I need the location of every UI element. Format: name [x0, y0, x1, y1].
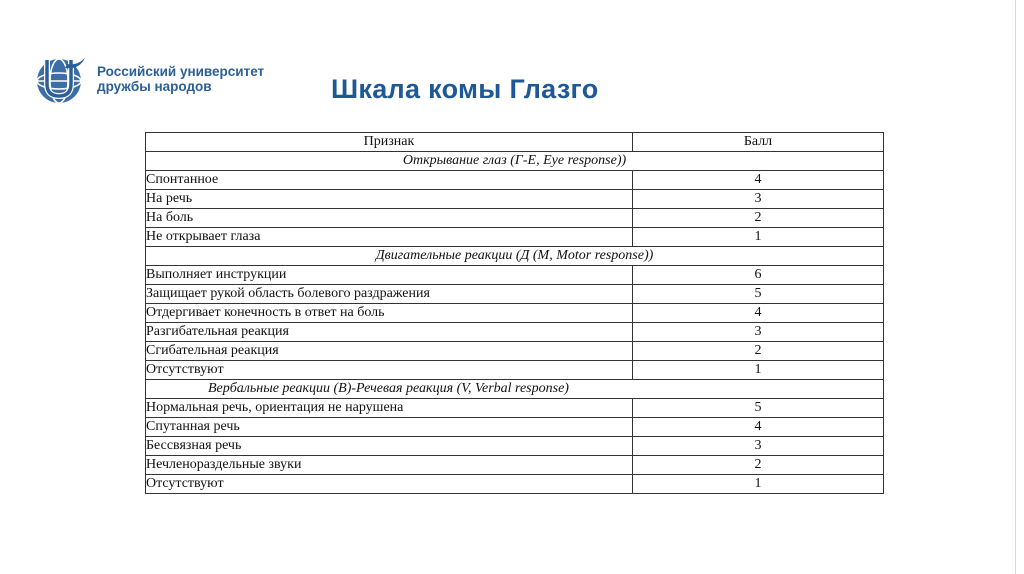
section-title-eye: Открывание глаз (Г-Е, Eye response)) [146, 152, 884, 171]
table-row [146, 456, 884, 475]
row-sign: Отсутствуют [146, 475, 633, 494]
university-name [97, 64, 264, 94]
glasgow-coma-scale-table [145, 132, 884, 494]
table-row [146, 323, 884, 342]
row-score: 5 [633, 399, 884, 418]
row-score: 2 [633, 209, 884, 228]
university-name-line1: Российский университет [97, 64, 265, 79]
row-score: 3 [633, 437, 884, 456]
university-logo-icon [33, 54, 91, 106]
row-sign: Не открывает глаза [146, 228, 633, 247]
row-score: 4 [633, 171, 884, 190]
section-row [146, 380, 884, 399]
section-row [146, 247, 884, 266]
row-score: 1 [633, 475, 884, 494]
table-row [146, 228, 884, 247]
page-title: Шкала комы Глазго [331, 74, 599, 104]
row-score: 3 [633, 323, 884, 342]
row-score: 1 [633, 228, 884, 247]
row-sign: Бессвязная речь [146, 437, 633, 456]
header-score: Балл [633, 133, 884, 152]
table-row [146, 418, 884, 437]
row-sign: Спонтанное [146, 171, 633, 190]
table-row [146, 361, 884, 380]
row-score: 5 [633, 285, 884, 304]
table-row [146, 437, 884, 456]
row-score: 2 [633, 456, 884, 475]
section-row [146, 152, 884, 171]
row-sign: Разгибательная реакция [146, 323, 633, 342]
row-sign: Выполняет инструкции [146, 266, 633, 285]
table-row [146, 342, 884, 361]
header-sign: Признак [146, 133, 633, 152]
row-score: 2 [633, 342, 884, 361]
row-score: 6 [633, 266, 884, 285]
slide-edge-divider [1015, 0, 1016, 574]
row-sign: Сгибательная реакция [146, 342, 633, 361]
university-name-line2: дружбы народов [97, 79, 212, 94]
row-sign: Нечленораздельные звуки [146, 456, 633, 475]
row-score: 1 [633, 361, 884, 380]
row-sign: На речь [146, 190, 633, 209]
table-row [146, 209, 884, 228]
table-row [146, 171, 884, 190]
section-title-motor: Двигательные реакции (Д (М, Motor response)) [146, 247, 884, 266]
table-row [146, 399, 884, 418]
row-sign: Спутанная речь [146, 418, 633, 437]
table-row [146, 304, 884, 323]
table-row [146, 266, 884, 285]
table-row [146, 190, 884, 209]
table-row [146, 475, 884, 494]
row-sign: Отдергивает конечность в ответ на боль [146, 304, 633, 323]
table-row [146, 285, 884, 304]
row-sign: Нормальная речь, ориентация не нарушена [146, 399, 633, 418]
university-logo [33, 54, 293, 106]
table-header-row [146, 133, 884, 152]
row-score: 4 [633, 304, 884, 323]
row-sign: Отсутствуют [146, 361, 633, 380]
section-title-verbal: Вербальные реакции (В)-Речевая реакция (V, Verbal response) [146, 380, 884, 399]
row-sign: Защищает рукой область болевого раздражения [146, 285, 633, 304]
row-score: 3 [633, 190, 884, 209]
row-score: 4 [633, 418, 884, 437]
row-sign: На боль [146, 209, 633, 228]
